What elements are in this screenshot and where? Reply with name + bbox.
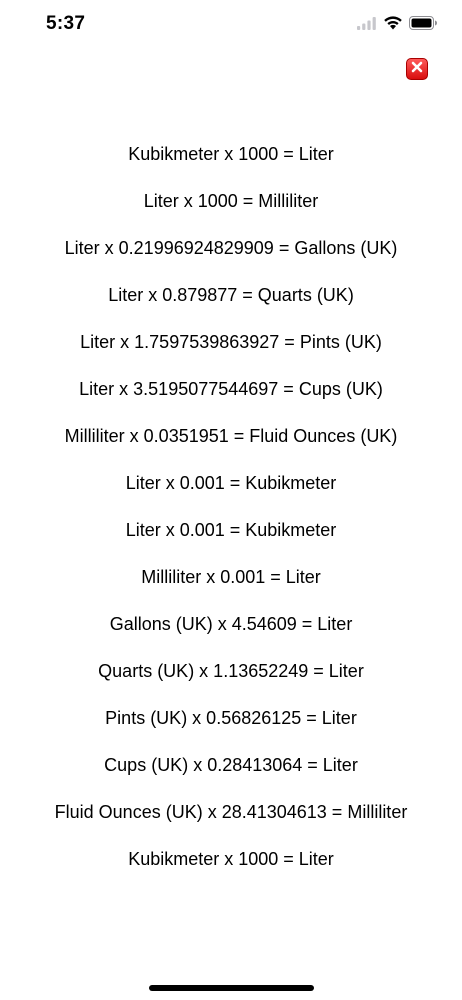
wifi-icon [383, 15, 403, 35]
formula-item: Milliliter x 0.0351951 = Fluid Ounces (UK) [64, 426, 398, 446]
status-icons [357, 15, 438, 35]
formula-item: Liter x 0.21996924829909 = Gallons (UK) [64, 238, 398, 258]
formula-item: Liter x 1.7597539863927 = Pints (UK) [80, 332, 382, 352]
status-time: 5:37 [46, 13, 86, 34]
formula-item: Liter x 0.001 = Kubikmeter [125, 473, 337, 493]
battery-icon [409, 16, 438, 35]
formula-item: Pints (UK) x 0.56826125 = Liter [105, 708, 357, 728]
formula-item: Kubikmeter x 1000 = Liter [128, 849, 334, 869]
close-button[interactable] [406, 58, 428, 80]
formula-item: Liter x 0.879877 = Quarts (UK) [108, 285, 354, 305]
formula-item: Liter x 1000 = Milliliter [143, 191, 319, 211]
formula-item: Cups (UK) x 0.28413064 = Liter [104, 755, 358, 775]
formula-item: Liter x 0.001 = Kubikmeter [125, 520, 337, 540]
signal-icon [357, 16, 377, 35]
formula-item: Milliliter x 0.001 = Liter [141, 567, 321, 587]
formula-item: Gallons (UK) x 4.54609 = Liter [109, 614, 353, 634]
formula-item: Fluid Ounces (UK) x 28.41304613 = Milliliter [54, 802, 408, 822]
formula-item: Kubikmeter x 1000 = Liter [128, 144, 334, 164]
formula-list [0, 140, 462, 892]
home-indicator[interactable] [149, 985, 314, 991]
close-icon [410, 60, 424, 79]
status-bar [0, 0, 462, 50]
formula-item: Liter x 3.5195077544697 = Cups (UK) [79, 379, 383, 399]
formula-item: Quarts (UK) x 1.13652249 = Liter [98, 661, 364, 681]
